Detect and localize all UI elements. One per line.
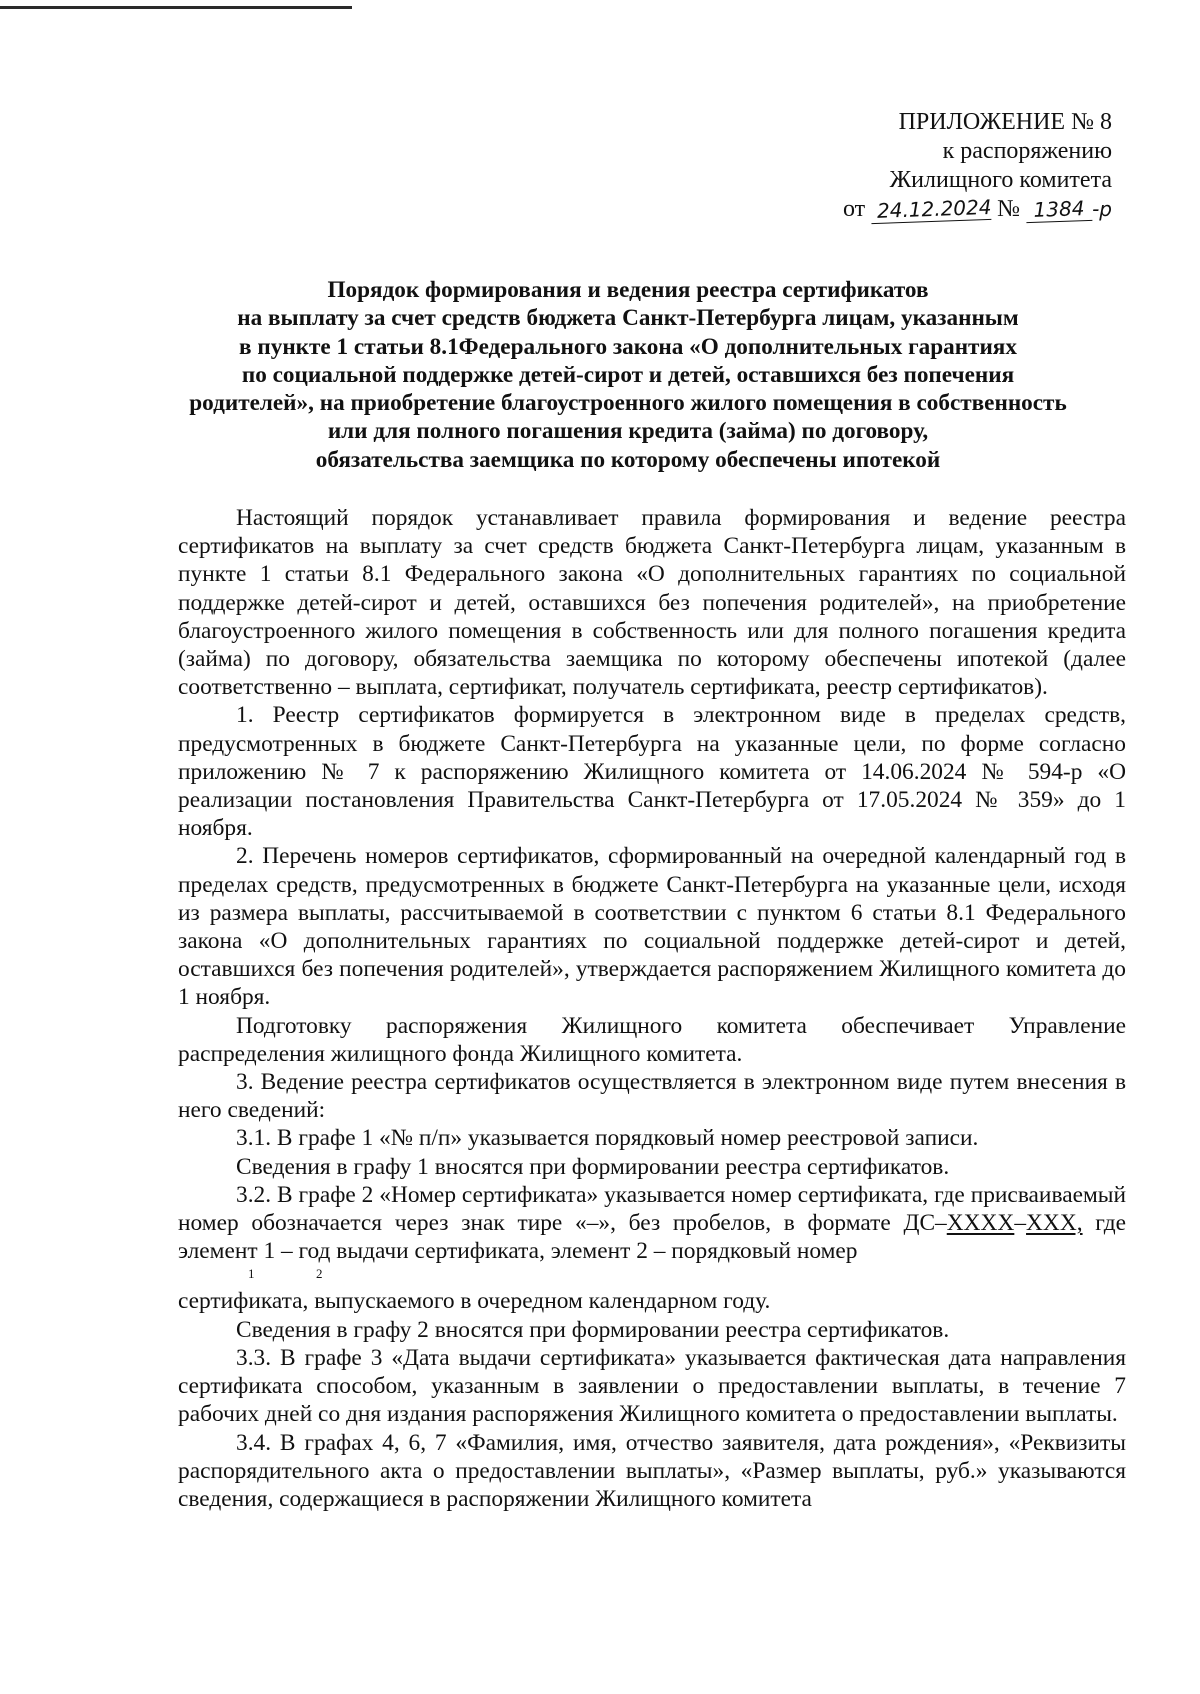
paragraph-3-1-note: Сведения в графу 1 вносятся при формировании реестра сертификатов. [236, 1153, 950, 1180]
paragraph-3-2-note: Сведения в графу 2 вносятся при формировании реестра сертификатов. [236, 1316, 950, 1343]
from-label: от [843, 196, 866, 222]
element-index-1: 1 [248, 1266, 255, 1282]
paragraph-2-preparation: Подготовку распоряжения Жилищного комитета обеспечивает Управление распределения жилищного фонда Жилищного комитета. [178, 1012, 1126, 1067]
scan-artifact-line [0, 6, 352, 9]
attachment-header [843, 108, 1112, 224]
paragraph-3: 3. Ведение реестра сертификатов осуществляется в электронном виде путем внесения в него сведений: [178, 1069, 1126, 1124]
paragraph-3-4: 3.4. В графах 4, 6, 7 «Фамилия, имя, отчество заявителя, дата рождения», «Реквизиты распорядительного акта о предоставлении выплаты», «Размер выплаты, руб.» указываются сведения, содержащиеся в распоряжении Жилищного комитета [178, 1429, 1126, 1512]
paragraph-1: 1. Реестр сертификатов формируется в электронном виде в пределах средств, предусмотренных в бюджете Санкт-Петербурга на указанные цели, по форме согласно приложению № 7 к распоряжению Жилищного комитета от 14.06.2024 № 594-р «О реализации постановления Правительства Санкт-Петербурга от 17.05.2024 № 359» до 1 ноября. [178, 702, 1126, 842]
paragraph-3-2 [178, 1181, 1126, 1266]
paragraph-3-1: 3.1. В графе 1 «№ п/п» указывается порядковый номер реестровой записи. [236, 1125, 979, 1152]
handwritten-number-suffix: -р [1092, 197, 1112, 221]
title-line: в пункте 1 статьи 8.1Федерального закона «О дополнительных гарантиях [239, 333, 1017, 360]
element-index-labels [178, 1265, 1126, 1287]
p32-end: где элемент 1 – год выдачи сертификата, элемент 2 – порядковый номер [178, 1210, 1127, 1265]
document-title [178, 276, 1078, 474]
title-line: родителей», на приобретение благоустроенного жилого помещения в собственность [189, 390, 1067, 417]
title-line: на выплату за счет средств бюджета Санкт-Петербурга лицам, указанным [237, 305, 1019, 332]
certificate-dash: – [1014, 1210, 1027, 1237]
attachment-date-number-line [843, 195, 1112, 224]
attachment-line-2: к распоряжению [942, 138, 1112, 164]
title-line: обязательства заемщика по которому обеспечены ипотекой [315, 446, 941, 473]
p32-start: 3.2. В графе 2 «Номер сертификата» указывается номер сертификата, где присваиваемый номер обозначается через знак тире «–», без пробелов, в формате ДС– [178, 1181, 1126, 1237]
element-index-2: 2 [316, 1266, 323, 1282]
attachment-line-3: Жилищного комитета [889, 167, 1112, 193]
paragraph-3-2-continuation: сертификата, выпускаемого в очередном календарном году. [178, 1288, 771, 1315]
paragraph-3-3: 3.3. В графе 3 «Дата выдачи сертификата» указывается фактическая дата направления сертификата способом, указанным в заявлении о предоставлении выплаты, в течение 7 рабочих дней со дня издания распоряжения Жилищного комитета о предоставлении выплаты. [178, 1344, 1126, 1428]
paragraph-2: 2. Перечень номеров сертификатов, сформированный на очередной календарный год в пределах средств, предусмотренных в бюджете Санкт-Петербурга на указанные цели, исходя из размера выплаты, рассчитываемой в соответствии с пунктом 6 статьи 8.1 Федерального закона «О дополнительных гарантиях по социальной поддержке детей-сирот и детей, оставшихся без попечения родителей», утверждается распоряжением Жилищного комитета до 1 ноября. [178, 843, 1126, 1011]
certificate-element-1: ХХХХ [946, 1210, 1015, 1237]
title-line: или для полного погашения кредита (займа) по договору, [327, 418, 929, 445]
handwritten-number: 1384 [1026, 196, 1093, 223]
handwritten-date: 24.12.2024 [871, 195, 992, 224]
attachment-title: ПРИЛОЖЕНИЕ № 8 [898, 109, 1112, 135]
number-label: № [997, 196, 1021, 222]
certificate-element-2: ХХХ, [1026, 1210, 1083, 1237]
title-line: по социальной поддержке детей-сирот и детей, оставшихся без попечения [241, 361, 1015, 388]
title-line: Порядок формирования и ведения реестра сертификатов [327, 277, 929, 303]
intro-paragraph: Настоящий порядок устанавливает правила формирования и ведение реестра сертификатов на выплату за счет средств бюджета Санкт-Петербурга лицам, указанным в пункте 1 статьи 8.1 Федерального закона «О дополнительных гарантиях по социальной поддержке детей-сирот и детей, оставшихся без попечения родителей», на приобретение благоустроенного жилого помещения в собственность или для полного погашения кредита (займа) по договору, обязательства заемщика по которому обеспечены ипотекой (далее соответственно – выплата, сертификат, получатель сертификата, реестр сертификатов). [178, 505, 1126, 701]
document-body [178, 504, 1126, 1513]
